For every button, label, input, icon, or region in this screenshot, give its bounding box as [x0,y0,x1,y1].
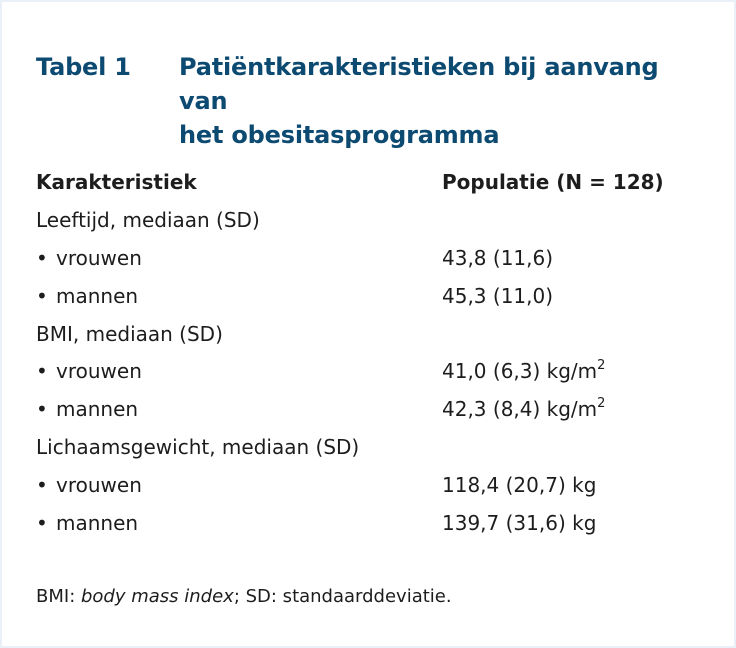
row-value [442,390,716,428]
row-value-text: 43,8 (11,6) [442,245,554,270]
table-title-block [36,50,714,152]
row-sublabel [36,390,442,428]
row-label-text: Leeftijd, mediaan (SD) [36,207,260,232]
row-sublabel [36,352,442,390]
characteristics-table [36,163,716,542]
row-value-text: 139,7 (31,6) kg [442,510,597,535]
row-label-text: mannen [56,283,139,308]
row-label [36,315,442,353]
bullet-glyph: • [36,397,48,422]
row-value-superscript: 2 [597,358,606,374]
row-value [442,239,716,277]
row-label-text: mannen [56,510,139,535]
table-row [36,239,716,277]
table-title [179,50,714,152]
table-row [36,201,716,239]
row-value [442,315,716,353]
column-header-characteristic: Karakteristiek [36,169,197,194]
row-value-text: 41,0 (6,3) kg/m [442,359,598,384]
bullet-glyph: • [36,473,48,498]
row-sublabel [36,504,442,542]
row-label [36,201,442,239]
footnote [36,586,452,607]
row-value [442,428,716,466]
bullet-glyph: • [36,245,48,270]
table-header-row [36,163,716,201]
row-value [442,201,716,239]
row-value [442,277,716,315]
table-row [36,428,716,466]
footnote-suffix: ; SD: standaarddeviatie. [233,586,452,607]
bullet-glyph: • [36,283,48,308]
row-label-text: vrouwen [56,473,142,498]
row-value [442,352,716,390]
table-row [36,315,716,353]
table-row [36,466,716,504]
row-label-text: mannen [56,397,139,422]
table-body [36,201,716,542]
table-row [36,277,716,315]
row-value-text: 42,3 (8,4) kg/m [442,397,598,422]
bullet-glyph: • [36,359,48,384]
bullet-glyph: • [36,510,48,535]
row-label-text: BMI, mediaan (SD) [36,321,223,346]
row-sublabel [36,277,442,315]
row-sublabel [36,239,442,277]
footnote-prefix: BMI: [36,586,81,607]
row-label-text: vrouwen [56,245,142,270]
footnote-italic: body mass index [80,586,234,607]
table-title-line-2: het obesitasprogramma [179,121,500,149]
table-number: Tabel 1 [36,53,131,81]
row-value [442,504,716,542]
table-row [36,352,716,390]
row-value [442,466,716,504]
row-sublabel [36,466,442,504]
table-title-line-1: Patiëntkarakteristieken bij aanvang van [179,53,659,115]
row-label [36,428,442,466]
column-header-population: Populatie (N = 128) [442,169,664,194]
table-row [36,390,716,428]
row-value-superscript: 2 [597,396,606,412]
row-label-text: Lichaamsgewicht, mediaan (SD) [36,435,360,460]
row-value-text: 118,4 (20,7) kg [442,473,597,498]
row-value-text: 45,3 (11,0) [442,283,554,308]
table-row [36,504,716,542]
document-page [2,2,734,646]
row-label-text: vrouwen [56,359,142,384]
